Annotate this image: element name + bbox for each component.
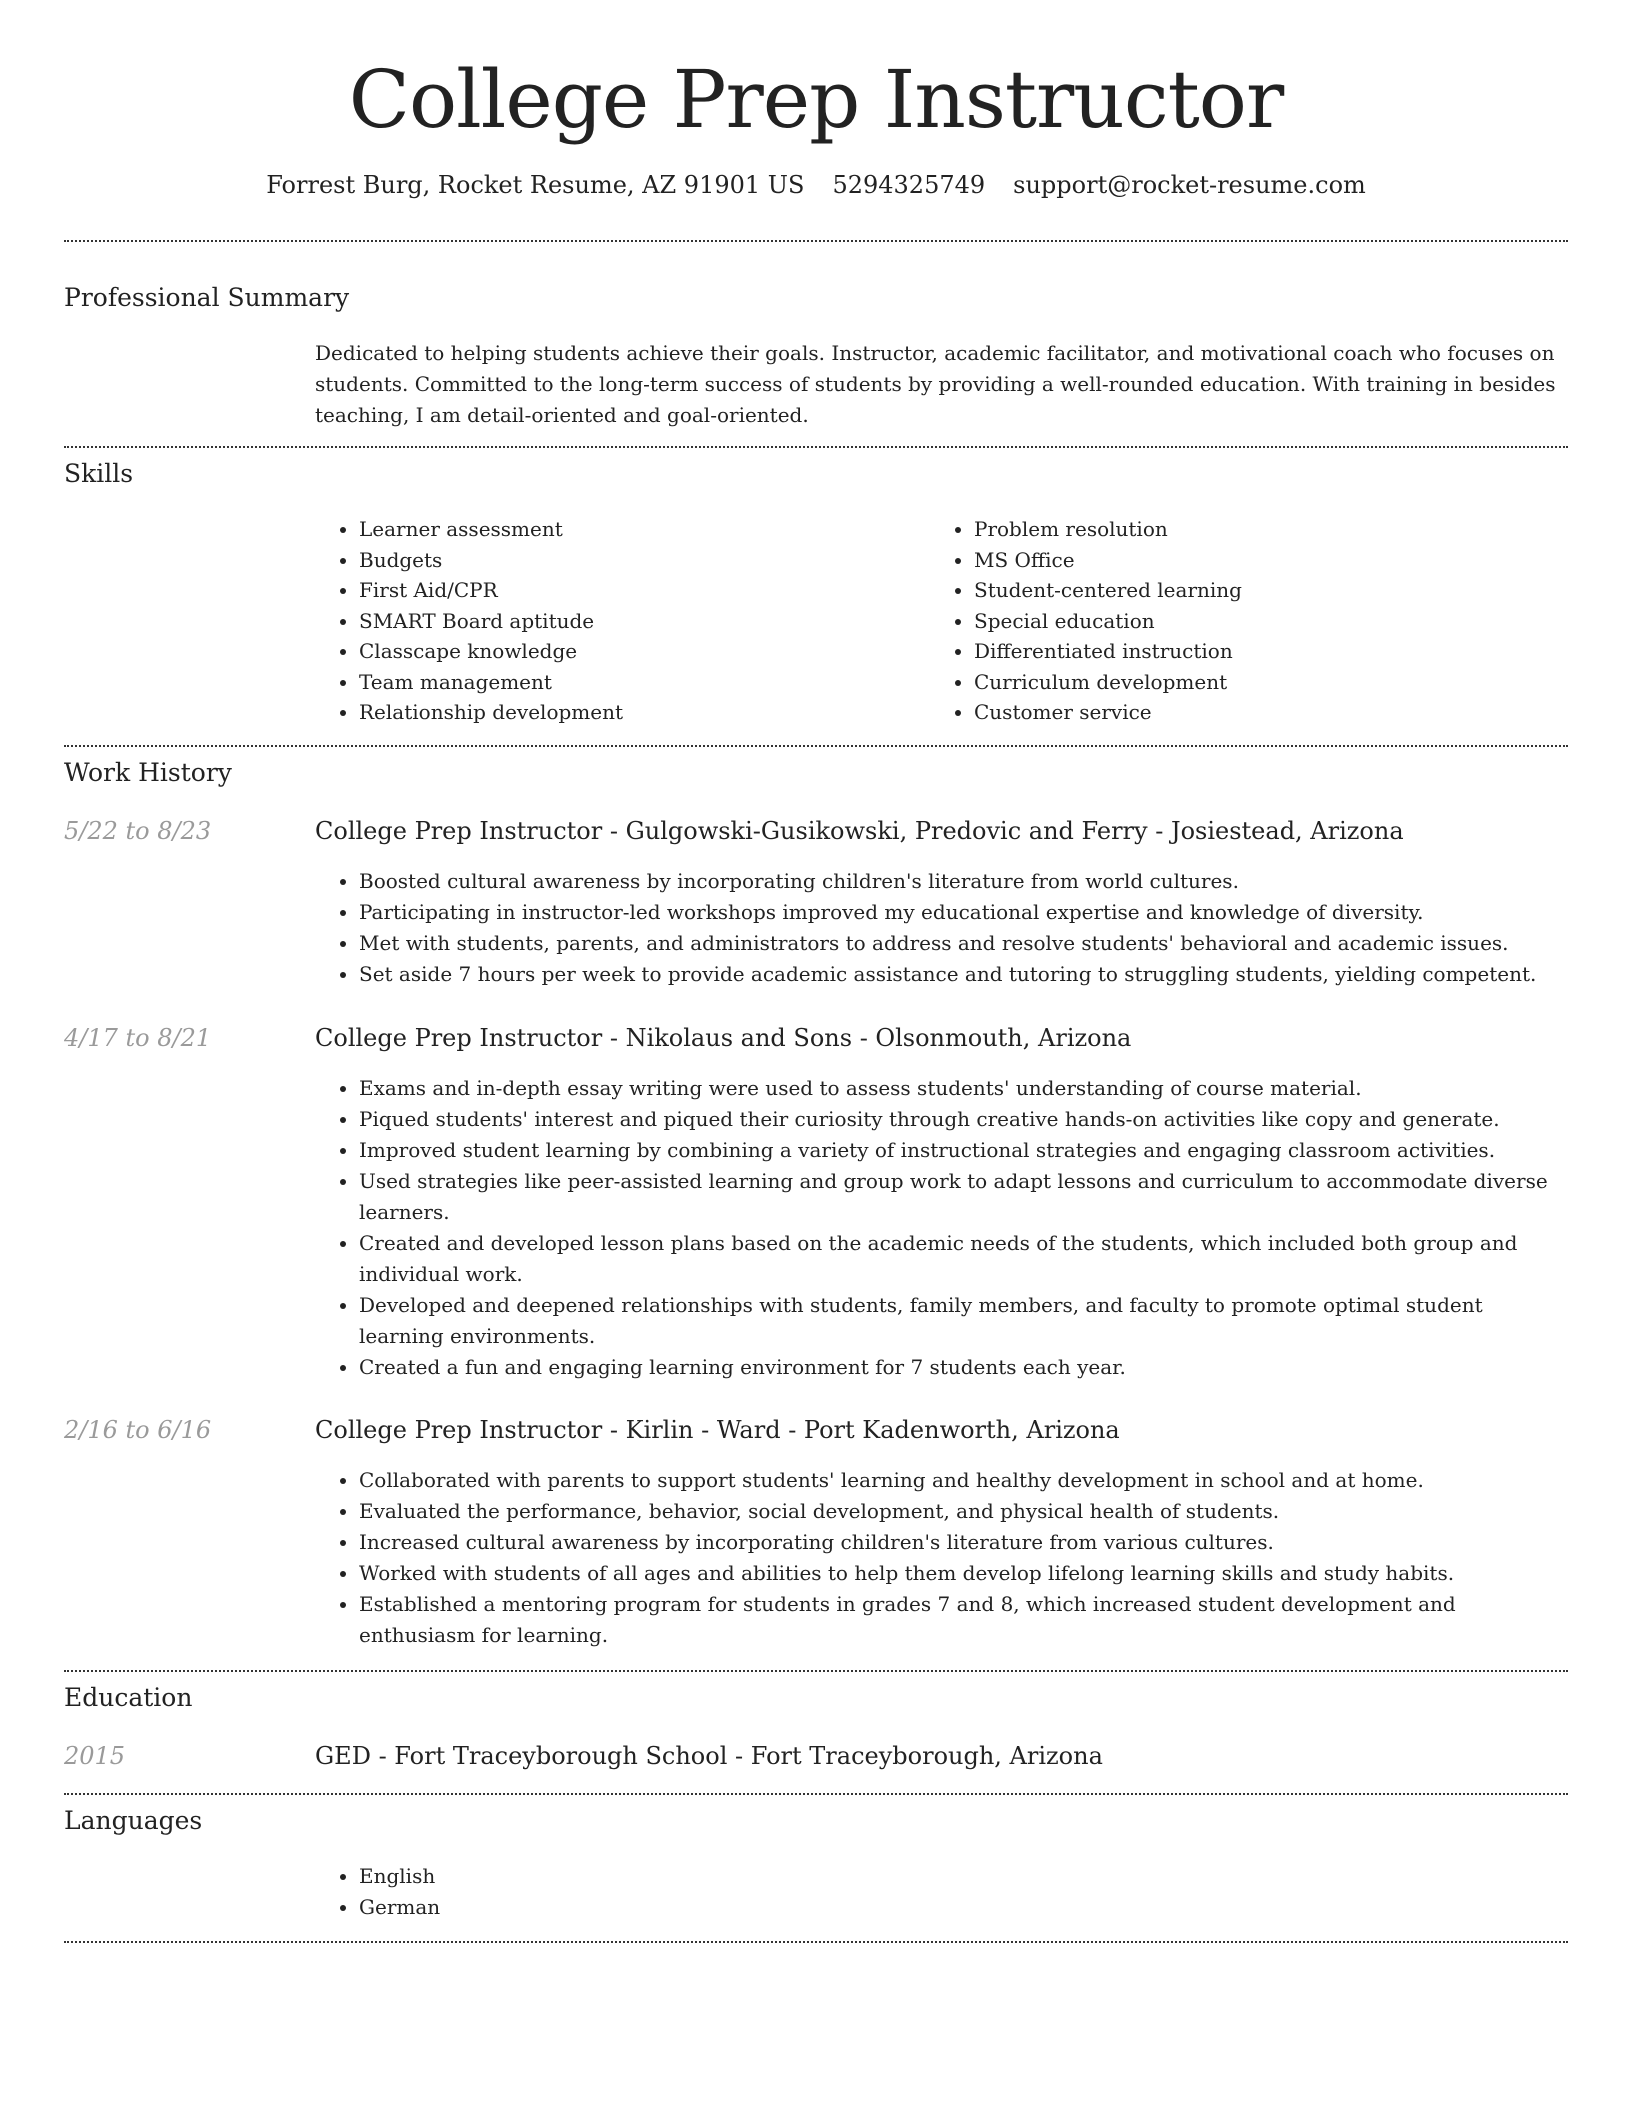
list-item: • Created a fun and engaging learning environment for 7 students each year. [359, 1352, 1568, 1383]
divider [64, 1670, 1568, 1672]
list-item: • Evaluated the performance, behavior, social development, and physical health of students. [359, 1496, 1568, 1527]
job-dates: 5/22 to 8/23 [64, 817, 212, 845]
list-item: • Piqued students' interest and piqued their curiosity through creative hands-on activities like copy and generate. [359, 1104, 1568, 1135]
list-item: • Improved student learning by combining a variety of instructional strategies and engaging classroom activities. [359, 1135, 1568, 1166]
job-title: College Prep Instructor - Gulgowski-Gusikowski, Predovic and Ferry - Josiestead, Arizona [315, 817, 1404, 845]
list-item: • Set aside 7 hours per week to provide academic assistance and tutoring to struggling students, yielding competent. [359, 959, 1568, 990]
list-item: • German [359, 1892, 1568, 1923]
job-title: College Prep Instructor - Nikolaus and Sons - Olsonmouth, Arizona [315, 1024, 1132, 1052]
section-title-skills: Skills [64, 459, 134, 488]
skills-right-list [930, 514, 1545, 728]
list-item: • Relationship development [359, 697, 930, 728]
list-item: • First Aid/CPR [359, 575, 930, 606]
job-title: College Prep Instructor - Kirlin - Ward - Port Kadenworth, Arizona [315, 1416, 1120, 1444]
list-item: • MS Office [974, 545, 1545, 576]
list-item: • Classcape knowledge [359, 636, 930, 667]
divider [64, 1941, 1568, 1943]
skills-left-list [315, 514, 930, 728]
list-item: • Developed and deepened relationships with students, family members, and faculty to promote optimal student learning environments. [359, 1290, 1568, 1352]
list-item: • Created and developed lesson plans based on the academic needs of the students, which included both group and individual work. [359, 1228, 1568, 1290]
education-entry: GED - Fort Traceyborough School - Fort Traceyborough, Arizona [315, 1742, 1103, 1770]
divider [64, 1793, 1568, 1795]
contact-email: support@rocket-resume.com [1013, 171, 1366, 199]
summary-text: Dedicated to helping students achieve their goals. Instructor, academic facilitator, and motivational coach who focuses on students. Committed to the long-term success of students by providing a well-rounded education. With training in besides teaching, I am detail-oriented and goal-oriented. [315, 341, 1556, 427]
job-dates: 2/16 to 6/16 [64, 1416, 212, 1444]
list-item: • Increased cultural awareness by incorporating children's literature from various cultures. [359, 1527, 1568, 1558]
list-item: • Customer service [974, 697, 1545, 728]
section-title-work: Work History [64, 758, 232, 787]
languages-list [315, 1861, 1568, 1922]
section-title-education: Education [64, 1683, 193, 1712]
list-item: • Curriculum development [974, 667, 1545, 698]
education-year: 2015 [64, 1742, 126, 1770]
list-item: • SMART Board aptitude [359, 606, 930, 637]
list-item: • Budgets [359, 545, 930, 576]
resume-name: College Prep Instructor [348, 53, 1284, 146]
divider [64, 745, 1568, 747]
contact-address: Forrest Burg, Rocket Resume, AZ 91901 US [266, 171, 805, 199]
list-item: • Boosted cultural awareness by incorporating children's literature from world cultures. [359, 866, 1568, 897]
job-dates: 4/17 to 8/21 [64, 1024, 212, 1052]
job-bullets [315, 1465, 1568, 1651]
list-item: • Problem resolution [974, 514, 1545, 545]
list-item: • Collaborated with parents to support students' learning and healthy development in school and at home. [359, 1465, 1568, 1496]
list-item: • Established a mentoring program for students in grades 7 and 8, which increased student development and enthusiasm for learning. [359, 1589, 1568, 1651]
skills-list [315, 514, 1568, 728]
job-bullets [315, 1073, 1568, 1383]
contact-line [64, 168, 1568, 202]
list-item: • Met with students, parents, and administrators to address and resolve students' behavioral and academic issues. [359, 928, 1568, 959]
list-item: • Participating in instructor-led workshops improved my educational expertise and knowledge of diversity. [359, 897, 1568, 928]
divider [64, 240, 1568, 242]
list-item: • Special education [974, 606, 1545, 637]
list-item: • English [359, 1861, 1568, 1892]
list-item: • Worked with students of all ages and abilities to help them develop lifelong learning skills and study habits. [359, 1558, 1568, 1589]
job-bullets [315, 866, 1568, 990]
list-item: • Used strategies like peer-assisted learning and group work to adapt lessons and curriculum to accommodate diverse learners. [359, 1166, 1568, 1228]
section-title-summary: Professional Summary [64, 283, 350, 312]
divider [64, 446, 1568, 448]
section-title-languages: Languages [64, 1806, 203, 1835]
list-item: • Differentiated instruction [974, 636, 1545, 667]
list-item: • Team management [359, 667, 930, 698]
resume-page [64, 0, 1568, 1919]
list-item: • Learner assessment [359, 514, 930, 545]
contact-phone: 5294325749 [832, 171, 986, 199]
list-item: • Student-centered learning [974, 575, 1545, 606]
list-item: • Exams and in-depth essay writing were used to assess students' understanding of course material. [359, 1073, 1568, 1104]
